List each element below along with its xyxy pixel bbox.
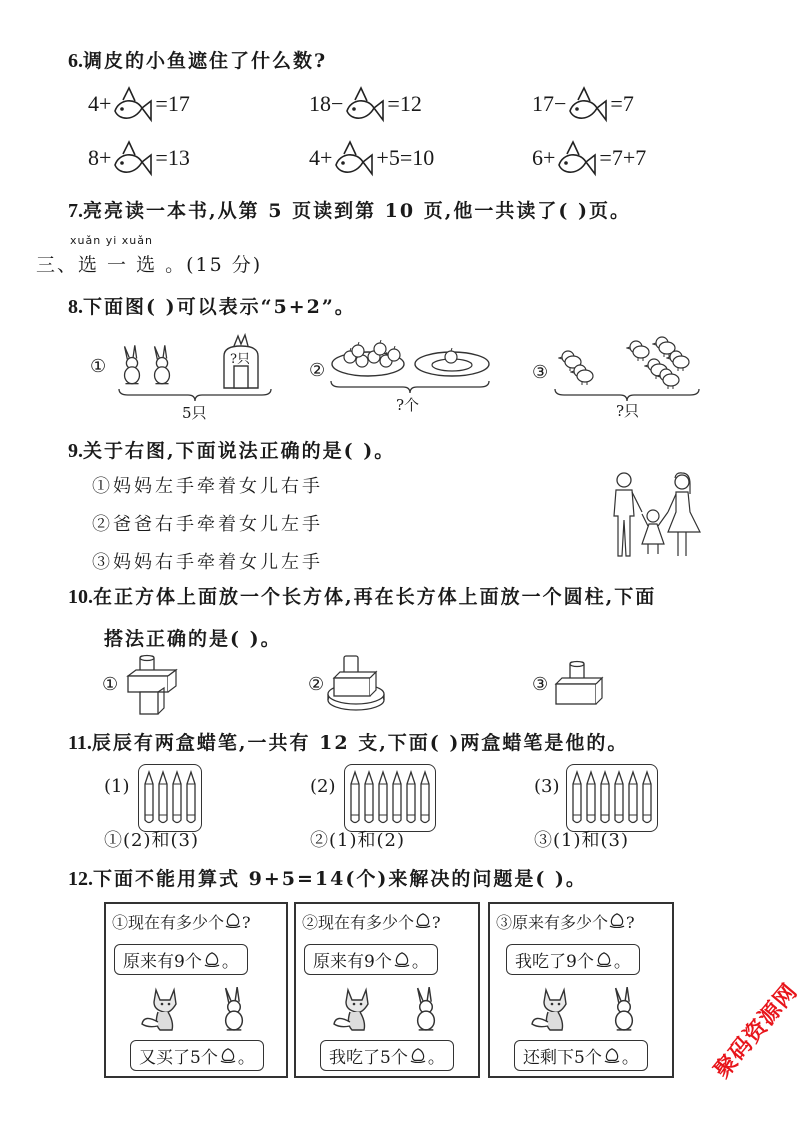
equation-right: =13 xyxy=(155,145,190,170)
q12-number: 12. xyxy=(68,868,93,890)
option-marker: ③ xyxy=(532,362,552,383)
crayon-icon xyxy=(157,770,169,826)
q8-number: 8. xyxy=(68,296,83,318)
equation-right: =7 xyxy=(610,91,634,116)
crayon-icon xyxy=(627,770,639,826)
option-marker: ② xyxy=(308,674,328,695)
q12-panel-3 xyxy=(488,902,674,1078)
equation-left: 17− xyxy=(532,91,567,116)
equation-left: 8+ xyxy=(88,145,112,170)
q8-option-2-total: ?个 xyxy=(396,396,420,414)
equation-right: =12 xyxy=(387,91,422,116)
q11-option-2: ②(1)和(2) xyxy=(310,830,405,851)
q8-option-1-total: 5只 xyxy=(182,404,207,422)
speech-bubble-bottom: 又买了5个 。 xyxy=(130,1040,264,1071)
crayon-icon xyxy=(405,770,417,826)
fish-icon xyxy=(111,84,155,124)
q6-equation-6 xyxy=(532,138,646,178)
q9-number: 9. xyxy=(68,440,83,462)
speech-bubble-top: 原来有9个 。 xyxy=(304,944,438,975)
house-label: ?只 xyxy=(230,352,250,367)
q9 xyxy=(68,436,395,463)
section3-pinyin: xuǎn yi xuǎn xyxy=(70,234,153,247)
crayon-box-3 xyxy=(566,764,658,832)
apple-plates-icon xyxy=(330,336,492,378)
watermark: 聚码资源网 xyxy=(709,979,803,1084)
q6-equation-1 xyxy=(88,84,190,124)
peach-icon xyxy=(414,912,432,928)
brace xyxy=(330,380,490,394)
crayon-icon xyxy=(185,770,197,826)
q7 xyxy=(68,196,631,223)
crayon-icon xyxy=(377,770,389,826)
panel-question: ③原来有多少个 ? xyxy=(496,913,635,932)
peach-icon xyxy=(594,951,614,967)
equation-left: 18− xyxy=(309,91,344,116)
q6-equation-2 xyxy=(309,84,422,124)
q6-number: 6. xyxy=(68,50,83,72)
crayon-icon xyxy=(143,770,155,826)
q11-option-3: ③(1)和(3) xyxy=(534,830,629,851)
q8 xyxy=(68,292,356,319)
peach-icon xyxy=(408,1047,428,1063)
crayon-icon xyxy=(571,770,583,826)
stacked-shapes-1 xyxy=(122,654,182,716)
q10-line-1 xyxy=(68,582,656,609)
fox-icon xyxy=(332,984,382,1034)
q12 xyxy=(68,864,587,891)
rabbit-icon xyxy=(608,986,640,1032)
q6-text: 调皮的小鱼遮住了什么数? xyxy=(83,50,328,72)
q6-equation-5 xyxy=(309,138,434,178)
q11 xyxy=(68,728,628,755)
fish-icon xyxy=(555,138,599,178)
speech-bubble-bottom: 还剩下5个 。 xyxy=(514,1040,648,1071)
q11-option-1: ①(2)和(3) xyxy=(104,830,199,851)
crayon-icon xyxy=(363,770,375,826)
panel-question: ②现在有多少个 ? xyxy=(302,913,441,932)
q9-option-2: ②爸爸右手牵着女儿左手 xyxy=(92,514,323,535)
peach-icon xyxy=(218,1047,238,1063)
equation-left: 4+ xyxy=(309,145,333,170)
fox-icon xyxy=(140,984,190,1034)
family-illustration xyxy=(608,470,704,562)
crayon-box-label: (3) xyxy=(534,776,560,797)
equation-right: =17 xyxy=(155,91,190,116)
fox-icon xyxy=(530,984,580,1034)
section3-heading: 三、选 一 选 。(15 分) xyxy=(36,254,263,276)
chicks-icon xyxy=(556,334,696,390)
q7-text: 亮亮读一本书,从第 5 页读到第 10 页,他一共读了( )页。 xyxy=(83,200,631,222)
rabbit-icon xyxy=(218,986,250,1032)
brace xyxy=(118,388,272,402)
peach-icon xyxy=(224,912,242,928)
q12-text: 下面不能用算式 9+5=14(个)来解决的问题是( )。 xyxy=(93,868,587,890)
equation-left: 6+ xyxy=(532,145,556,170)
equation-left: 4+ xyxy=(88,91,112,116)
q11-number: 11. xyxy=(68,732,92,754)
q6-equation-4 xyxy=(88,138,190,178)
crayon-icon xyxy=(391,770,403,826)
speech-bubble-top: 原来有9个 。 xyxy=(114,944,248,975)
crayon-box-1 xyxy=(138,764,202,832)
stacked-shapes-3 xyxy=(552,660,608,706)
fish-icon xyxy=(566,84,610,124)
q8-text: 下面图( )可以表示“5+2”。 xyxy=(83,296,356,318)
peach-icon xyxy=(392,951,412,967)
fish-icon xyxy=(332,138,376,178)
crayon-icon xyxy=(599,770,611,826)
option-marker: ② xyxy=(309,360,329,381)
speech-bubble-top: 我吃了9个 。 xyxy=(506,944,640,975)
crayon-icon xyxy=(419,770,431,826)
crayon-icon xyxy=(349,770,361,826)
crayon-box-label: (1) xyxy=(104,776,130,797)
crayon-box-label: (2) xyxy=(310,776,336,797)
q11-text: 辰辰有两盒蜡笔,一共有 12 支,下面( )两盒蜡笔是他的。 xyxy=(91,732,629,754)
q10-line-2: 搭法正确的是( )。 xyxy=(104,628,282,650)
crayon-icon xyxy=(171,770,183,826)
q12-panel-1 xyxy=(104,902,288,1078)
peach-icon xyxy=(202,951,222,967)
option-marker: ① xyxy=(90,356,110,377)
stacked-shapes-2 xyxy=(326,654,388,714)
q12-panel-2 xyxy=(294,902,480,1078)
crayon-box-2 xyxy=(344,764,436,832)
q6-title xyxy=(68,46,327,73)
q8-option-3-total: ?只 xyxy=(616,402,640,420)
q9-option-3: ③妈妈右手牵着女儿左手 xyxy=(92,552,323,573)
equation-right: +5=10 xyxy=(376,145,435,170)
peach-icon xyxy=(608,912,626,928)
equation-right: =7+7 xyxy=(599,145,647,170)
panel-question: ①现在有多少个 ? xyxy=(112,913,251,932)
option-marker: ③ xyxy=(532,674,552,695)
q10-text-1: 在正方体上面放一个长方体,再在长方体上面放一个圆柱,下面 xyxy=(93,586,657,608)
option-marker: ① xyxy=(102,674,122,695)
q9-text: 关于右图,下面说法正确的是( )。 xyxy=(83,440,396,462)
fish-icon xyxy=(343,84,387,124)
fish-icon xyxy=(111,138,155,178)
rabbit-icon xyxy=(148,344,176,386)
crayon-icon xyxy=(613,770,625,826)
crayon-icon xyxy=(641,770,653,826)
q7-number: 7. xyxy=(68,200,83,222)
q6-equation-3 xyxy=(532,84,634,124)
q10-number: 10. xyxy=(68,586,93,608)
rabbit-icon xyxy=(410,986,442,1032)
crayon-icon xyxy=(585,770,597,826)
speech-bubble-bottom: 我吃了5个 。 xyxy=(320,1040,454,1071)
q9-option-1: ①妈妈左手牵着女儿右手 xyxy=(92,476,323,497)
peach-icon xyxy=(602,1047,622,1063)
rabbit-icon xyxy=(118,344,146,386)
